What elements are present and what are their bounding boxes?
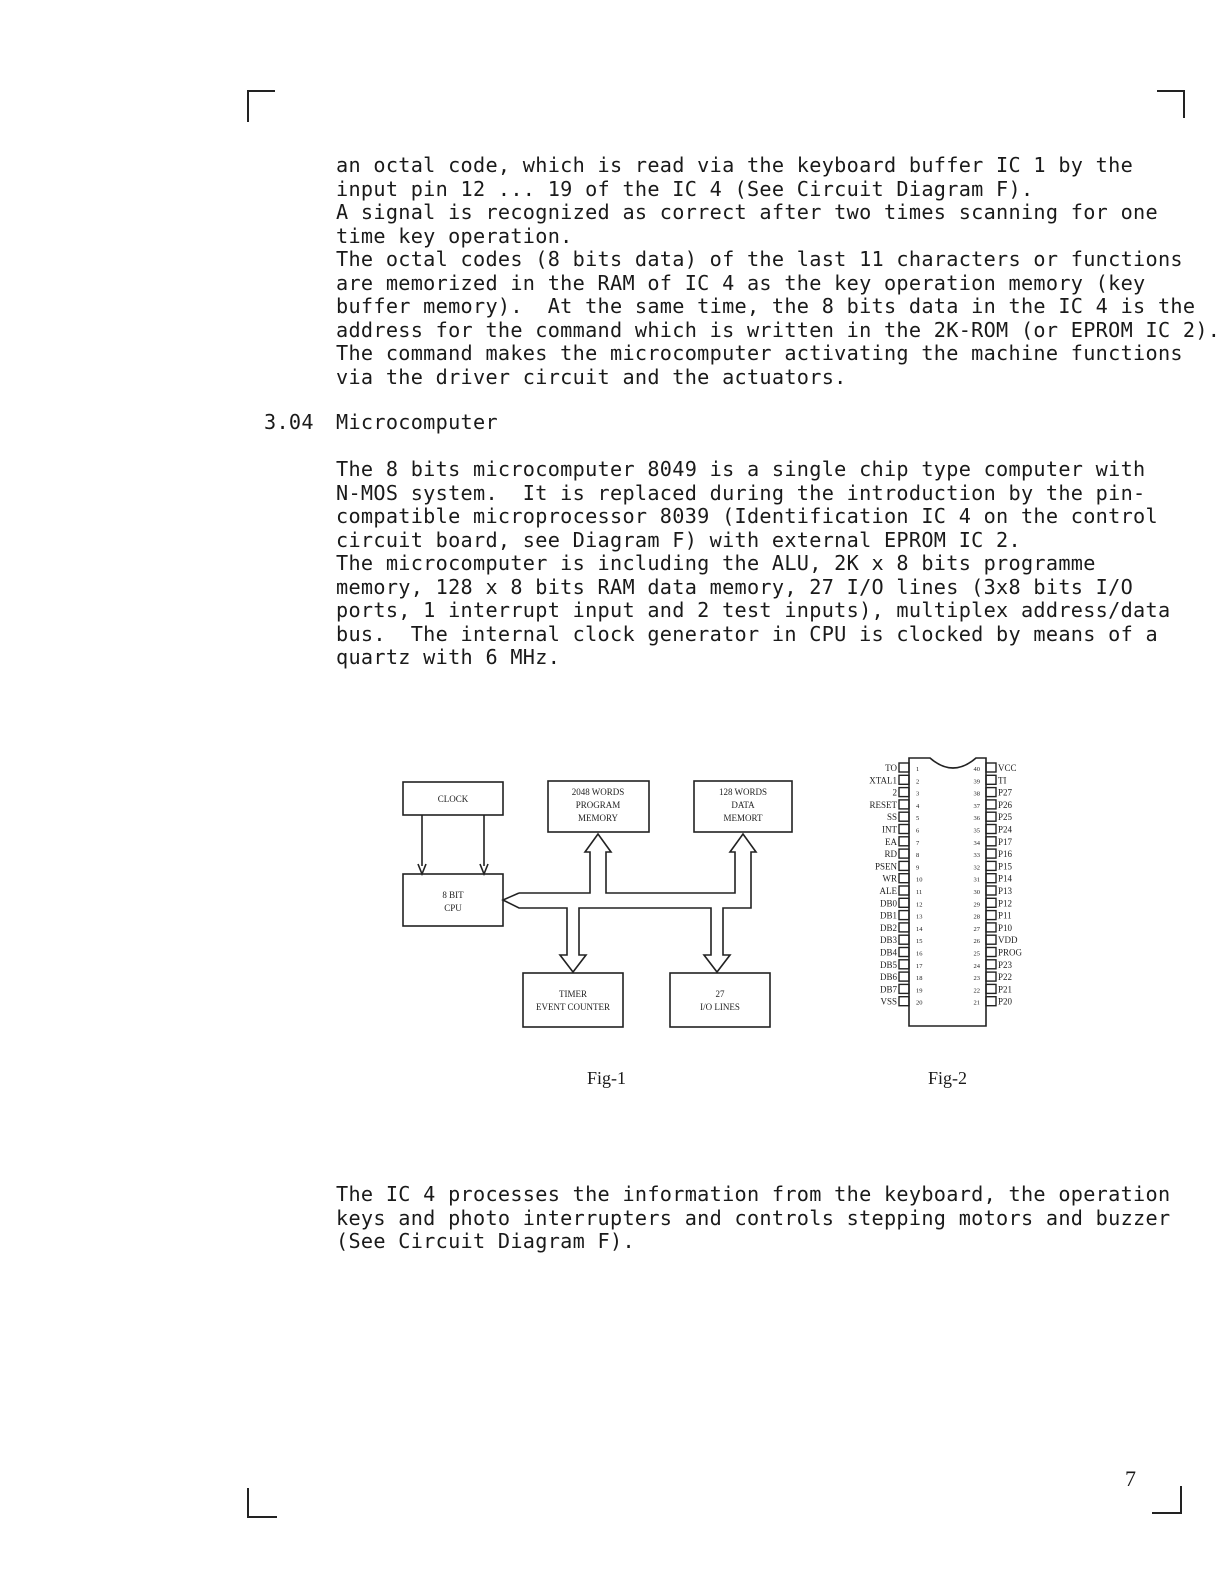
pin-number: 5 bbox=[916, 815, 920, 823]
pin-name: RD bbox=[884, 849, 897, 860]
pin-tab bbox=[899, 911, 909, 920]
pin-tab bbox=[986, 861, 996, 870]
chip-pin-right bbox=[974, 898, 1013, 908]
program-memory-label-3: MEMORY bbox=[577, 813, 619, 823]
pin-name: DB6 bbox=[879, 972, 897, 983]
text-line: N-MOS system. It is replaced during the introduction by the pin- bbox=[336, 480, 1146, 505]
pin-tab bbox=[899, 812, 909, 821]
pin-tab bbox=[986, 800, 996, 809]
text-line: A signal is recognized as correct after two times scanning for one bbox=[336, 200, 1158, 224]
text-line: address for the command which is written in the 2K-ROM (or EPROM IC 2). bbox=[336, 317, 1221, 342]
chip-pin-right bbox=[974, 935, 1018, 945]
page-number: 7 bbox=[1125, 1466, 1136, 1491]
pin-tab bbox=[986, 960, 996, 969]
pin-number: 12 bbox=[916, 901, 923, 909]
pin-name: P25 bbox=[998, 812, 1013, 823]
pin-name: ALE bbox=[879, 886, 897, 896]
fig1-caption: Fig-1 bbox=[587, 1068, 627, 1088]
pin-number: 13 bbox=[916, 913, 923, 921]
text-line: compatible microprocessor 8039 (Identification IC 4 on the control bbox=[336, 504, 1158, 528]
pin-number: 23 bbox=[973, 975, 980, 983]
pin-name: DB0 bbox=[879, 898, 897, 909]
pin-tab bbox=[986, 763, 996, 772]
fig2-caption: Fig-2 bbox=[928, 1068, 968, 1088]
pin-name: PROG bbox=[998, 947, 1023, 958]
cpu-label-2: CPU bbox=[444, 903, 462, 913]
pin-name: DB7 bbox=[879, 984, 897, 995]
pin-tab bbox=[899, 923, 909, 932]
pin-tab bbox=[986, 898, 996, 907]
pin-tab bbox=[986, 788, 996, 797]
timer-label-2: EVENT COUNTER bbox=[535, 1002, 611, 1012]
pin-number: 15 bbox=[916, 938, 923, 946]
chip-pin-left bbox=[869, 800, 920, 810]
pin-number: 17 bbox=[916, 962, 923, 970]
text-line: The IC 4 processes the information from the keyboard, the operation bbox=[336, 1182, 1171, 1206]
chip-pin-right bbox=[974, 948, 1023, 958]
pin-name: PSEN bbox=[874, 861, 897, 872]
pin-name: P27 bbox=[998, 787, 1013, 798]
chip-pin-right bbox=[974, 763, 1017, 773]
paragraph-ic4 bbox=[336, 1183, 1170, 1254]
chip-left-pins bbox=[869, 763, 923, 1007]
pin-number: 10 bbox=[916, 876, 923, 884]
pin-number: 19 bbox=[916, 987, 923, 995]
pin-tab bbox=[986, 825, 996, 834]
pin-tab bbox=[986, 972, 996, 981]
chip-right-pins bbox=[974, 763, 1023, 1007]
pin-tab bbox=[986, 775, 996, 784]
chip-pin-right bbox=[974, 800, 1013, 810]
chip-pin-left bbox=[880, 984, 923, 994]
pin-number: 4 bbox=[916, 802, 920, 810]
pin-name: P21 bbox=[998, 984, 1013, 995]
pin-number: 8 bbox=[916, 852, 920, 860]
pin-name: VSS bbox=[880, 996, 897, 1007]
text-line: The octal codes (8 bits data) of the last 11 characters or functions bbox=[336, 247, 1183, 271]
pin-number: 3 bbox=[916, 790, 920, 798]
pin-number: 36 bbox=[973, 815, 980, 823]
text-line: input pin 12 ... 19 of the IC 4 (See Circuit Diagram F). bbox=[336, 176, 1034, 201]
timer-block bbox=[523, 973, 623, 1027]
pin-number: 14 bbox=[916, 925, 923, 933]
chip-pin-left bbox=[880, 935, 923, 945]
io-label-1: 27 bbox=[715, 989, 725, 999]
cpu-block bbox=[403, 874, 503, 926]
program-memory-label-2: PROGRAM bbox=[575, 800, 621, 810]
program-memory-label-1: 2048 WORDS bbox=[571, 787, 625, 797]
pin-number: 33 bbox=[973, 852, 980, 860]
pin-tab bbox=[899, 997, 909, 1006]
pin-name: WR bbox=[882, 873, 897, 884]
pin-name: P15 bbox=[998, 861, 1013, 872]
text-line: The command makes the microcomputer activating the machine functions bbox=[336, 341, 1183, 365]
chip-pin-left bbox=[880, 898, 923, 908]
chip-pin-right bbox=[974, 886, 1013, 896]
chip-pin-left bbox=[880, 886, 923, 896]
pin-name: P23 bbox=[998, 959, 1013, 970]
chip-pin-right bbox=[974, 960, 1013, 970]
pin-name: XTAL1 bbox=[869, 775, 897, 786]
pin-name: VDD bbox=[998, 935, 1018, 946]
pin-tab bbox=[899, 898, 909, 907]
text-line: (See Circuit Diagram F). bbox=[336, 1229, 635, 1253]
pin-number: 31 bbox=[973, 876, 980, 884]
pin-tab bbox=[899, 935, 909, 944]
pin-name: P20 bbox=[998, 996, 1013, 1007]
chip-pin-left bbox=[880, 972, 923, 982]
chip-pin-right bbox=[974, 874, 1013, 884]
pin-name: RESET bbox=[869, 799, 897, 810]
pin-number: 9 bbox=[916, 864, 920, 872]
pin-number: 32 bbox=[973, 864, 980, 872]
pin-number: 18 bbox=[916, 975, 923, 983]
pin-tab bbox=[899, 948, 909, 957]
pin-name: DB1 bbox=[879, 910, 897, 921]
pin-number: 30 bbox=[973, 889, 980, 896]
pin-tab bbox=[986, 874, 996, 883]
pin-number: 6 bbox=[916, 827, 920, 835]
pin-name: P13 bbox=[998, 886, 1013, 896]
pin-name: P22 bbox=[998, 972, 1013, 983]
pin-number: 2 bbox=[916, 778, 920, 786]
chip-pin-right bbox=[974, 923, 1013, 933]
pin-number: 22 bbox=[973, 987, 980, 995]
io-label-2: I/O LINES bbox=[700, 1002, 740, 1012]
pin-name: TO bbox=[885, 763, 897, 773]
pin-name: P12 bbox=[998, 898, 1013, 909]
pin-name: 2 bbox=[892, 787, 897, 798]
pin-tab bbox=[986, 984, 996, 993]
pin-tab bbox=[986, 837, 996, 846]
chip-pin-left bbox=[869, 775, 919, 785]
pin-tab bbox=[986, 812, 996, 821]
pin-number: 24 bbox=[973, 962, 980, 970]
chip-pin-left bbox=[880, 923, 923, 933]
section-title: Microcomputer bbox=[336, 410, 498, 434]
pin-name: P16 bbox=[998, 849, 1013, 860]
pin-name: VCC bbox=[998, 763, 1017, 773]
chip-pin-right bbox=[974, 849, 1013, 859]
pin-tab bbox=[899, 874, 909, 883]
timer-label-1: TIMER bbox=[559, 989, 587, 999]
pin-name: P17 bbox=[998, 836, 1013, 847]
pin-number: 26 bbox=[973, 938, 980, 946]
chip-pin-left bbox=[880, 911, 923, 921]
pin-tab bbox=[986, 997, 996, 1006]
pin-name: P26 bbox=[998, 799, 1013, 810]
pin-tab bbox=[899, 763, 909, 772]
pin-tab bbox=[986, 911, 996, 920]
pin-tab bbox=[899, 775, 909, 784]
chip-pin-right bbox=[974, 911, 1012, 921]
text-line: ports, 1 interrupt input and 2 test inputs), multiplex address/data bbox=[336, 598, 1171, 622]
pin-tab bbox=[899, 837, 909, 846]
clock-label: CLOCK bbox=[437, 794, 469, 804]
pin-name: DB5 bbox=[879, 959, 897, 970]
pin-tab bbox=[899, 886, 909, 895]
chip-pin-right bbox=[974, 997, 1013, 1007]
chip-pin-left bbox=[880, 960, 923, 970]
chip-pin-left bbox=[882, 825, 920, 835]
pin-number: 34 bbox=[973, 839, 980, 847]
pin-name: DB4 bbox=[879, 947, 897, 958]
pin-number: 29 bbox=[973, 901, 980, 909]
pin-tab bbox=[899, 825, 909, 834]
pin-name: P10 bbox=[998, 922, 1013, 933]
pin-tab bbox=[986, 849, 996, 858]
pin-name: EA bbox=[885, 836, 897, 847]
pin-name: P11 bbox=[998, 910, 1012, 921]
chip-pin-left bbox=[875, 861, 919, 871]
chip-pin-right bbox=[974, 984, 1013, 994]
chip-pin-left bbox=[893, 788, 920, 798]
pin-tab bbox=[986, 948, 996, 957]
section-number: 3.04 bbox=[264, 410, 314, 434]
chip-pin-left bbox=[887, 812, 919, 822]
chip-pin-left bbox=[885, 837, 920, 847]
pin-number: 40 bbox=[973, 766, 980, 773]
pin-name: TI bbox=[998, 775, 1007, 786]
pin-number: 39 bbox=[973, 778, 980, 786]
io-lines-block bbox=[670, 973, 770, 1027]
data-memory-label-1: 128 WORDS bbox=[718, 787, 768, 797]
text-line: The 8 bits microcomputer 8049 is a single chip type computer with bbox=[336, 457, 1146, 481]
text-line: keys and photo interrupters and controls stepping motors and buzzer bbox=[336, 1205, 1171, 1230]
text-line: memory, 128 x 8 bits RAM data memory, 27 I/O lines (3x8 bits I/O bbox=[336, 574, 1134, 599]
pin-number: 1 bbox=[916, 766, 920, 773]
pin-tab bbox=[899, 800, 909, 809]
text-line: buffer memory). At the same time, the 8 bits data in the IC 4 is the bbox=[336, 294, 1196, 318]
chip-pin-left bbox=[884, 849, 919, 859]
pin-tab bbox=[899, 861, 909, 870]
chip-pin-left bbox=[883, 874, 923, 884]
pin-number: 37 bbox=[973, 802, 980, 810]
text-line: The microcomputer is including the ALU, 2K x 8 bits programme bbox=[336, 551, 1096, 575]
pin-name: DB2 bbox=[879, 922, 897, 933]
pin-number: 27 bbox=[973, 925, 980, 933]
pin-number: 21 bbox=[973, 999, 980, 1007]
data-memory-label-2: DATA bbox=[731, 800, 755, 810]
pin-number: 7 bbox=[916, 839, 920, 847]
text-line: via the driver circuit and the actuators. bbox=[336, 364, 847, 389]
text-line: an octal code, which is read via the keyboard buffer IC 1 by the bbox=[336, 153, 1134, 177]
pin-number: 11 bbox=[916, 889, 923, 896]
text-line: circuit board, see Diagram F) with external EPROM IC 2. bbox=[336, 527, 1021, 552]
pin-number: 25 bbox=[973, 950, 980, 958]
pin-number: 38 bbox=[973, 790, 980, 798]
chip-pin-right bbox=[974, 837, 1013, 847]
text-line: time key operation. bbox=[336, 223, 573, 248]
pin-name: SS bbox=[886, 812, 897, 823]
pin-number: 16 bbox=[916, 950, 923, 958]
data-memory-label-3: MEMORT bbox=[723, 813, 763, 823]
pin-number: 35 bbox=[973, 827, 980, 835]
text-line: are memorized in the RAM of IC 4 as the key operation memory (key bbox=[336, 270, 1146, 295]
pin-tab bbox=[899, 849, 909, 858]
pin-tab bbox=[986, 935, 996, 944]
text-line: bus. The internal clock generator in CPU is clocked by means of a bbox=[336, 621, 1158, 646]
pin-tab bbox=[899, 972, 909, 981]
pin-tab bbox=[899, 788, 909, 797]
chip-pin-right bbox=[974, 775, 1007, 785]
pin-name: INT bbox=[882, 824, 897, 835]
pin-name: P24 bbox=[998, 824, 1013, 835]
pin-tab bbox=[899, 960, 909, 969]
pin-number: 20 bbox=[916, 999, 923, 1007]
pin-tab bbox=[986, 886, 996, 895]
chip-pin-right bbox=[974, 788, 1013, 798]
pin-tab bbox=[986, 923, 996, 932]
pin-number: 28 bbox=[973, 913, 980, 921]
cpu-label-1: 8 BIT bbox=[442, 890, 464, 900]
chip-pin-left bbox=[885, 763, 919, 773]
pin-tab bbox=[899, 984, 909, 993]
chip-pin-right bbox=[974, 812, 1013, 822]
chip-pin-right bbox=[974, 861, 1013, 871]
chip-pin-right bbox=[974, 825, 1013, 835]
text-line: quartz with 6 MHz. bbox=[336, 645, 561, 669]
chip-pin-left bbox=[880, 948, 923, 958]
chip-pin-left bbox=[880, 997, 922, 1007]
chip-pin-right bbox=[974, 972, 1013, 982]
pin-name: DB3 bbox=[879, 935, 897, 946]
pin-name: P14 bbox=[998, 873, 1013, 884]
